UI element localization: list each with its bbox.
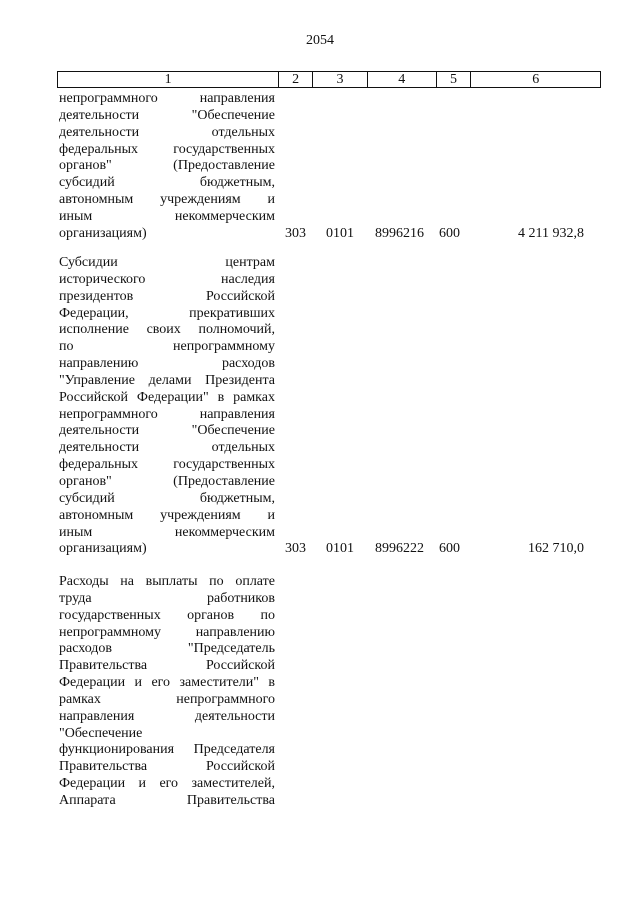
row-description: [59, 255, 275, 558]
description-line: Аппарата Правительства: [59, 792, 275, 808]
description-line: деятельности отдельных: [59, 124, 275, 140]
description-line: иным некоммерческим: [59, 524, 275, 540]
description-line: функционирования Председателя: [59, 742, 275, 758]
description-line: Российской Федерации" в рамках: [59, 389, 275, 405]
description-line: автономным учреждениям и: [59, 192, 275, 208]
cell-csr: 8996216: [375, 225, 424, 241]
description-line: автономным учреждениям и: [59, 507, 275, 523]
cell-vr: 600: [439, 225, 460, 241]
description-line: федеральных государственных: [59, 457, 275, 473]
description-line: деятельности "Обеспечение: [59, 107, 275, 123]
description-line: расходов "Председатель: [59, 641, 275, 657]
description-line: рамках непрограммного: [59, 691, 275, 707]
description-line: субсидий бюджетным,: [59, 175, 275, 191]
description-line: "Управление делами Президента: [59, 372, 275, 388]
cell-vr: 600: [439, 541, 460, 557]
cell-sum: 4 211 932,8: [518, 225, 584, 241]
description-line: организациям): [59, 225, 147, 241]
description-line: непрограммного направления: [59, 91, 275, 106]
description-line: иным некоммерческим: [59, 208, 275, 224]
description-line: направления деятельности: [59, 708, 275, 724]
description-line: организациям): [59, 541, 147, 557]
description-line: государственных органов по: [59, 607, 275, 623]
header-col-2: 2: [279, 72, 313, 87]
description-line: органов" (Предоставление: [59, 158, 275, 174]
table-header: [57, 71, 601, 88]
description-line: субсидий бюджетным,: [59, 490, 275, 506]
header-col-6: 6: [532, 72, 540, 87]
description-line: федеральных государственных: [59, 141, 275, 157]
header-col-4: 4: [368, 72, 437, 87]
description-line: непрограммному направлению: [59, 624, 275, 640]
row-description: [59, 574, 275, 810]
description-line: Федерации и его заместители" в: [59, 675, 275, 691]
row-description: [59, 91, 275, 243]
description-line: деятельности "Обеспечение: [59, 423, 275, 439]
cell-pr: 0101: [326, 225, 354, 241]
description-line: направлению расходов: [59, 356, 275, 372]
description-line: исторического наследия: [59, 271, 275, 287]
description-line: Расходы на выплаты по оплате: [59, 574, 275, 589]
header-col-3: 3: [313, 72, 368, 87]
cell-pr: 0101: [326, 541, 354, 557]
description-line: деятельности отдельных: [59, 440, 275, 456]
cell-rzd: 303: [285, 225, 306, 241]
description-line: Правительства Российской: [59, 658, 275, 674]
description-line: труда работников: [59, 590, 275, 606]
description-line: Субсидии центрам: [59, 255, 275, 270]
cell-csr: 8996222: [375, 541, 424, 557]
description-line: органов" (Предоставление: [59, 473, 275, 489]
description-line: по непрограммному: [59, 339, 275, 355]
header-col-1: 1: [58, 72, 279, 87]
description-line: непрограммного направления: [59, 406, 275, 422]
page-number: 2054: [306, 33, 334, 48]
cell-sum: 162 710,0: [528, 541, 584, 557]
cell-rzd: 303: [285, 541, 306, 557]
description-line: президентов Российской: [59, 288, 275, 304]
description-line: "Обеспечение: [59, 725, 143, 741]
description-line: Федерации и его заместителей,: [59, 776, 275, 792]
description-line: исполнение своих полномочий,: [59, 322, 275, 338]
header-col-5: 5: [437, 72, 472, 87]
description-line: Федерации, прекративших: [59, 305, 275, 321]
description-line: Правительства Российской: [59, 759, 275, 775]
